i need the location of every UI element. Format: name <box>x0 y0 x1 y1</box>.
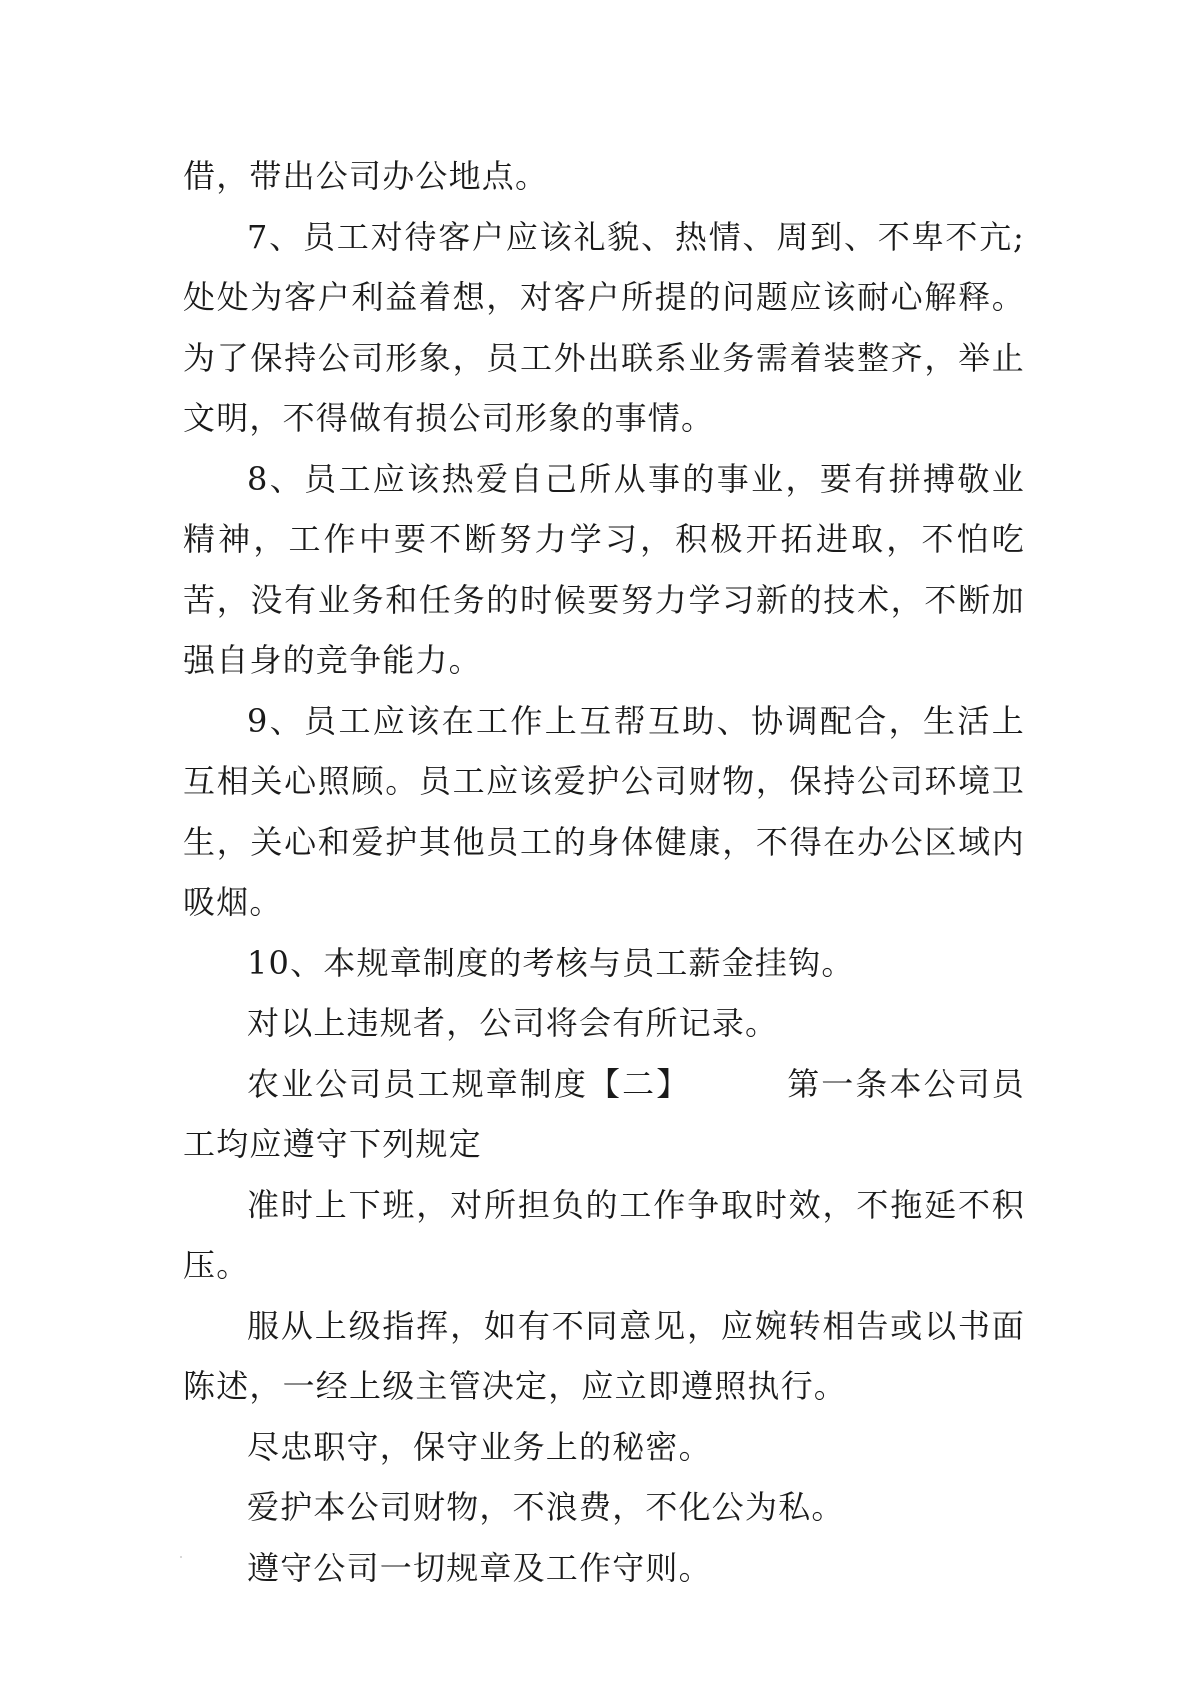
paragraph-confidentiality <box>183 1417 1025 1478</box>
paragraph-text: 8、员工应该热爱自己所从事的事业，要有拼搏敬业精神，工作中要不断努力学习，积极开拓进取，不怕吃苦，没有业务和任务的时候要努力学习新的技术，不断加强自身的竞争能力。 <box>183 459 1025 679</box>
paragraph-text: 9、员工应该在工作上互帮互助、协调配合，生活上互相关心照顾。员工应该爱护公司财物，保持公司环境卫生，关心和爱护其他员工的身体健康，不得在办公区域内吸烟。 <box>183 701 1025 921</box>
paragraph-rule-8 <box>183 449 1025 691</box>
article-one-text: 第一条本公司员工均应遵守下列规定 <box>183 1064 1025 1163</box>
paragraph-compliance <box>183 1538 1025 1599</box>
paragraph-text: 服从上级指挥，如有不同意见，应婉转相告或以书面陈述，一经上级主管决定，应立即遵照执行。 <box>183 1306 1025 1405</box>
paragraph-violation-note <box>183 993 1025 1054</box>
paragraph-rule-10 <box>183 933 1025 994</box>
paragraph-text: 爱护本公司财物，不浪费，不化公为私。 <box>247 1488 845 1526</box>
paragraph-rule-7 <box>183 207 1025 449</box>
paragraph-punctuality <box>183 1175 1025 1296</box>
paragraph-property <box>183 1477 1025 1538</box>
paragraph-continuation <box>183 146 1025 207</box>
paragraph-rule-9 <box>183 691 1025 933</box>
paragraph-obedience <box>183 1296 1025 1417</box>
paragraph-text: 7、员工对待客户应该礼貌、热情、周到、不卑不亢;处处为客户利益着想，对客户所提的问题应该耐心解释。为了保持公司形象，员工外出联系业务需着装整齐，举止文明，不得做有损公司形象的事情。 <box>183 217 1025 437</box>
section-title: 农业公司员工规章制度【二】 <box>247 1064 691 1103</box>
paragraph-section-two-heading <box>183 1054 1025 1175</box>
paragraph-text: 准时上下班，对所担负的工作争取时效，不拖延不积压。 <box>183 1185 1025 1284</box>
paragraph-text: 借，带出公司办公地点。 <box>183 157 549 195</box>
paragraph-text: 10、本规章制度的考核与员工薪金挂钩。 <box>247 943 855 982</box>
page-dot-mark <box>180 1556 182 1558</box>
paragraph-text: 尽忠职守，保守业务上的秘密。 <box>247 1427 712 1466</box>
paragraph-text: 遵守公司一切规章及工作守则。 <box>247 1548 712 1587</box>
document-body <box>183 146 1025 1598</box>
paragraph-text: 对以上违规者，公司将会有所记录。 <box>247 1004 779 1042</box>
